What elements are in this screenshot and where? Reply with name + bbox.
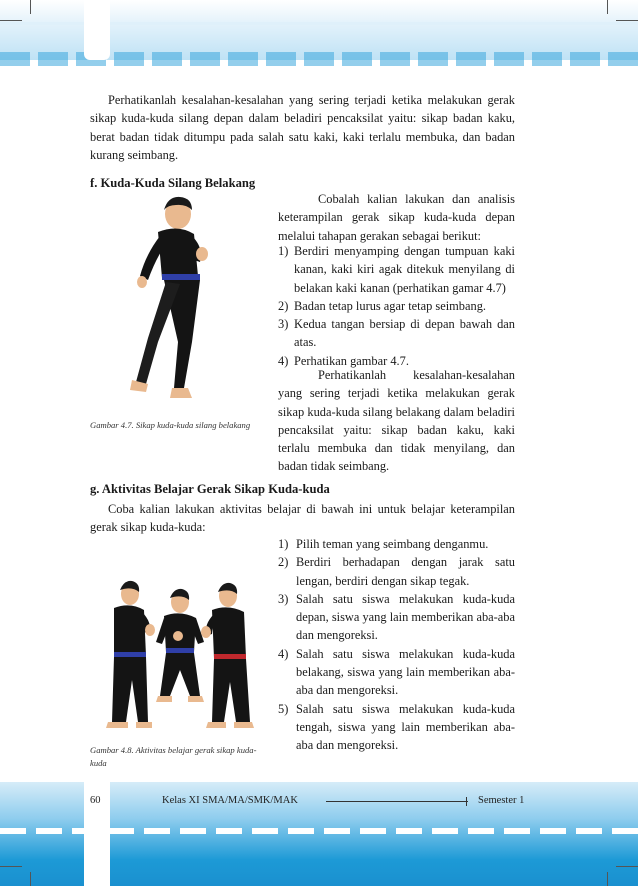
list-item: 1) Pilih teman yang seimbang denganmu. [278, 537, 489, 551]
crop-mark [30, 0, 31, 14]
list-item: 1) Berdiri menyamping dengan tumpuan kaki kanan, kaki kiri agak ditekuk menyilang di belakan kaki kanan (perhatikan gamar 4.7) [278, 244, 515, 295]
intro-paragraph: Perhatikanlah kesalahan-kesalahan yang sering terjadi ketika melakukan gerak sikap kuda-kuda silang depan dalam beladiri pencaksilat yaitu: sikap badan kaku, berat badan tidak ditumpu pada salah satu kaki, kaki terlalu membuka, dan badan kurang seimbang. [90, 93, 515, 162]
crop-mark [607, 0, 608, 14]
semester-label: Semester 1 [478, 795, 525, 806]
page-number: 60 [90, 795, 101, 806]
section-g-steps [278, 535, 515, 755]
footer-rule-tick [466, 797, 467, 806]
section-f-errors: Perhatikanlah kesalahan-kesalahan yang sering terjadi ketika melakukan gerak sikap kuda-kuda silang belakang dalam beladiri pencaksilat yaitu: sikap badan kaku, kaki terlalu membuka dan tidak menyilang, dan badan tidak seimbang. [278, 368, 515, 474]
crop-mark [607, 872, 608, 886]
section-f-heading: f. Kuda-Kuda Silang Belakang [90, 176, 256, 190]
section-g-heading: g. Aktivitas Belajar Gerak Sikap Kuda-kuda [90, 482, 330, 496]
crop-mark [0, 866, 22, 867]
header-tab [84, 0, 110, 60]
figure-4-7-kuda-kuda-silang-belakang [118, 192, 228, 414]
section-g-intro: Coba kalian lakukan aktivitas belajar di bawah ini untuk belajar keterampilan gerak sikap kuda-kuda: [90, 502, 515, 535]
crop-mark [0, 20, 22, 21]
list-item: 4) Salah satu siswa melakukan kuda-kuda belakang, siswa yang lain memberikan aba-aba dan mengoreksi. [278, 646, 515, 698]
section-f-steps [278, 242, 515, 370]
list-item: 3) Salah satu siswa melakukan kuda-kuda depan, siswa yang lain memberikan aba-aba dan mengoreksi. [278, 591, 515, 643]
list-item: 3) Kedua tangan bersiap di depan bawah dan atas. [278, 317, 515, 350]
crop-mark [616, 20, 638, 21]
footer-rule [326, 801, 468, 802]
figure-4-8-caption: Gambar 4.8. Aktivitas belajar gerak sikap kuda-kuda [90, 745, 257, 768]
crop-mark [616, 866, 638, 867]
list-item: 4) Perhatikan gambar 4.7. [278, 353, 409, 368]
figure-4-8-aktivitas-belajar [104, 578, 256, 736]
list-item: 2) Berdiri berhadapan dengan jarak satu lengan, berdiri dengan sikap tegak. [278, 555, 515, 588]
list-item: 2) Badan tetap lurus agar tetap seimbang. [278, 298, 486, 313]
figure-4-7-caption: Gambar 4.7. Sikap kuda-kuda silang belakang [90, 420, 251, 430]
section-f-intro: Cobalah kalian lakukan dan analisis keterampilan gerak sikap kuda-kuda depan melalui tahapan gerakan sebagai berikut: [278, 192, 515, 243]
crop-mark [30, 872, 31, 886]
list-item: 5) Salah satu siswa melakukan kuda-kuda tengah, siswa yang lain memberikan aba-aba dan mengoreksi. [278, 701, 515, 753]
book-title: Kelas XI SMA/MA/SMK/MAK [162, 795, 298, 806]
